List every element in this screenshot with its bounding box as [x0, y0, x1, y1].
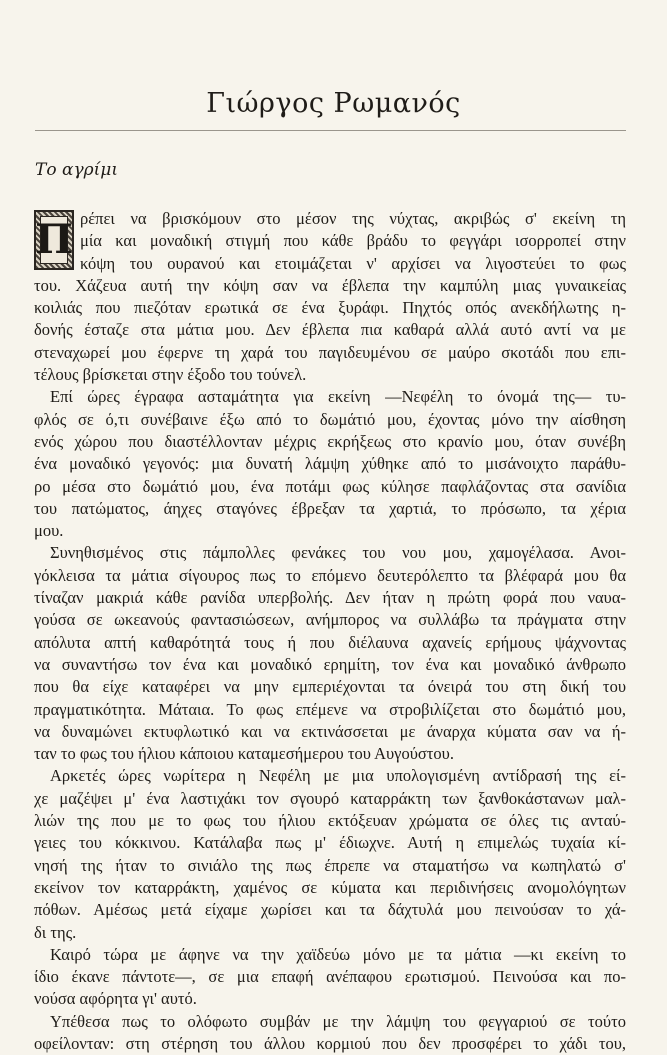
text-line: μία και μοναδική στιγμή που κάθε βράδυ το φεγγάρι ισορροπεί στην [80, 231, 626, 251]
text-line: να συναντήσω τον ένα και μοναδικό ερημίτη, τον ένα και μοναδικό άνθρωπο [34, 654, 626, 674]
text-line: του. Χάζευα αυτή την κόψη σαν να έβλεπα την καμπύλη μιας γυναικείας [34, 275, 626, 295]
text-line: δι της. [34, 922, 77, 942]
text-line: στεναχωρεί μου έφερνε τη χαρά του παγιδευμένου σε μαύρο σκοτάδι που επι- [34, 342, 626, 362]
drop-cap-letter: Π [35, 216, 73, 263]
text-line: Επί ώρες έγραφα ασταμάτητα για εκείνη —Νεφέλη το όνομά της— τυ- [50, 387, 626, 407]
text-line: απόλυτα απτή καθαρότητά τους ή που διέλαυνα αχανείς ερήμους ψάχνοντας [34, 632, 626, 652]
text-line: ένα μοναδικό γεγονός: μια δυνατή λάμψη χύθηκε από το μισάνοιχτο παράθυ- [34, 454, 626, 474]
text-line: που θα είχε καταφέρει να μην εμπεριέχονται τα όνειρά του στη δική του [34, 677, 626, 697]
text-line: κοιλιάς που πιεζόταν ερωτικά σε ένα ξυράφι. Πηχτός οπός ανεκδήλωτης η- [34, 298, 626, 318]
text-line: δονής έσταζε στα μάτια μου. Δεν έβλεπα πια καθαρά αλλά αυτό αντί να με [34, 320, 626, 340]
text-line: να δυναμώνει εκτυφλωτικό και να εκτινάσσεται με άναρχα κύματα σαν να ή- [34, 721, 626, 741]
text-line: νούσα αφόρητα γι' αυτό. [34, 989, 197, 1009]
text-line: πόθων. Αμέσως μετά είχαμε χωρίσει και τα δάχτυλά μου πεινούσαν το χά- [34, 900, 626, 920]
text-line: οφείλονταν: στη στέρηση του άλλου κορμιού που δεν προσφέρει το χάδι του, [34, 1033, 626, 1053]
text-line: κόψη του ουρανού και ετοιμάζεται ν' αρχίσει να λιγοστεύει το φως [80, 253, 626, 273]
text-line: μου. [34, 521, 64, 541]
text-line: χε μαζέψει μ' ένα λαστιχάκι τον σγουρό καταρράκτη των ξανθοκάστανων μαλ- [34, 788, 626, 808]
text-line: Συνηθισμένος στις πάμπολλες φενάκες του νου μου, χαμογέλασα. Ανοι- [50, 543, 626, 563]
text-line: γειες του κόκκινου. Κατάλαβα πως μ' έδιωχνε. Αυτή η επιμελώς τυχαία κί- [34, 833, 626, 853]
story-title: Το αγρίμι [35, 160, 118, 180]
author-name: Γιώργος Ρωμανός [206, 88, 461, 119]
text-line: εκείνον τον καταρράκτη, χαμένος σε κύματα και περιδινήσεις ανομολόγητων [34, 877, 626, 897]
text-line: ρέπει να βρισκόμουν στο μέσον της νύχτας, ακριβώς σ' εκείνη τη [80, 209, 626, 228]
text-line: ταν το φως του ήλιου κάποιου καταμεσήμερου του Αυγούστου. [34, 744, 454, 764]
text-line: γούσα σε ωκεανούς φαντασιώσεων, ανήμπορος να συλλάβω τα πράγματα στην [34, 610, 626, 630]
text-line: νησή της ήταν το σινιάλο της πως έπρεπε να σταματήσω να κωπηλατώ σ' [34, 855, 626, 875]
text-line: Καιρό τώρα με άφηνε να την χαϊδεύω μόνο με τα μάτια —κι εκείνη το [50, 944, 626, 964]
text-line: λιών της που με το φως του ήλιου εκτόξευαν χρώματα σε όλες τις ανταύ- [34, 811, 626, 831]
text-line: πραγματικότητα. Μάταια. Το φως επέμενε να στροβιλίζεται στο δωμάτιό μου, [34, 699, 626, 719]
text-line: ενός χώρου που διαστέλλονταν μέχρις εκρήξεως στο κρανίο μου, όταν συνέβη [34, 431, 626, 451]
text-line: τίναζαν μακριά κάθε ρανίδα υπερβολής. Δεν ήταν η πρώτη φορά που ναυα- [34, 588, 626, 608]
text-line: του πατώματος, άηχες σταγόνες έβρεξαν τα χαρτιά, το πρόσωπο, τα χέρια [34, 498, 626, 518]
text-line: τέλους βρίσκεται στην έξοδο του τούνελ. [34, 365, 307, 385]
text-line: φλός σε ό,τι συνέβαινε έξω από το δωμάτιό μου, έχοντας μόνο την αίσθηση [34, 409, 626, 429]
text-line: ίδιο έκανε πάντοτε—, σε μια επαφή ανέπαφου ερωτισμού. Πεινούσα και πο- [34, 967, 626, 987]
header-rule [35, 130, 626, 131]
story-body [34, 208, 626, 1055]
text-line: Υπέθεσα πως το ολόφωτο συμβάν με την λάμψη του φεγγαριού σε τούτο [50, 1011, 626, 1031]
text-line: γόκλεισα τα μάτια σίγουρος πως το επόμενο δευτερόλεπτο τα βλέφαρά μου θα [34, 565, 626, 585]
text-line: ρο μέσα στο δωμάτιό μου, ένα ποτάμι φως κύλησε παφλάζοντας στα σανίδια [34, 476, 626, 496]
text-line: Αρκετές ώρες νωρίτερα η Νεφέλη με μια υπολογισμένη αντίδρασή της εί- [50, 766, 626, 786]
